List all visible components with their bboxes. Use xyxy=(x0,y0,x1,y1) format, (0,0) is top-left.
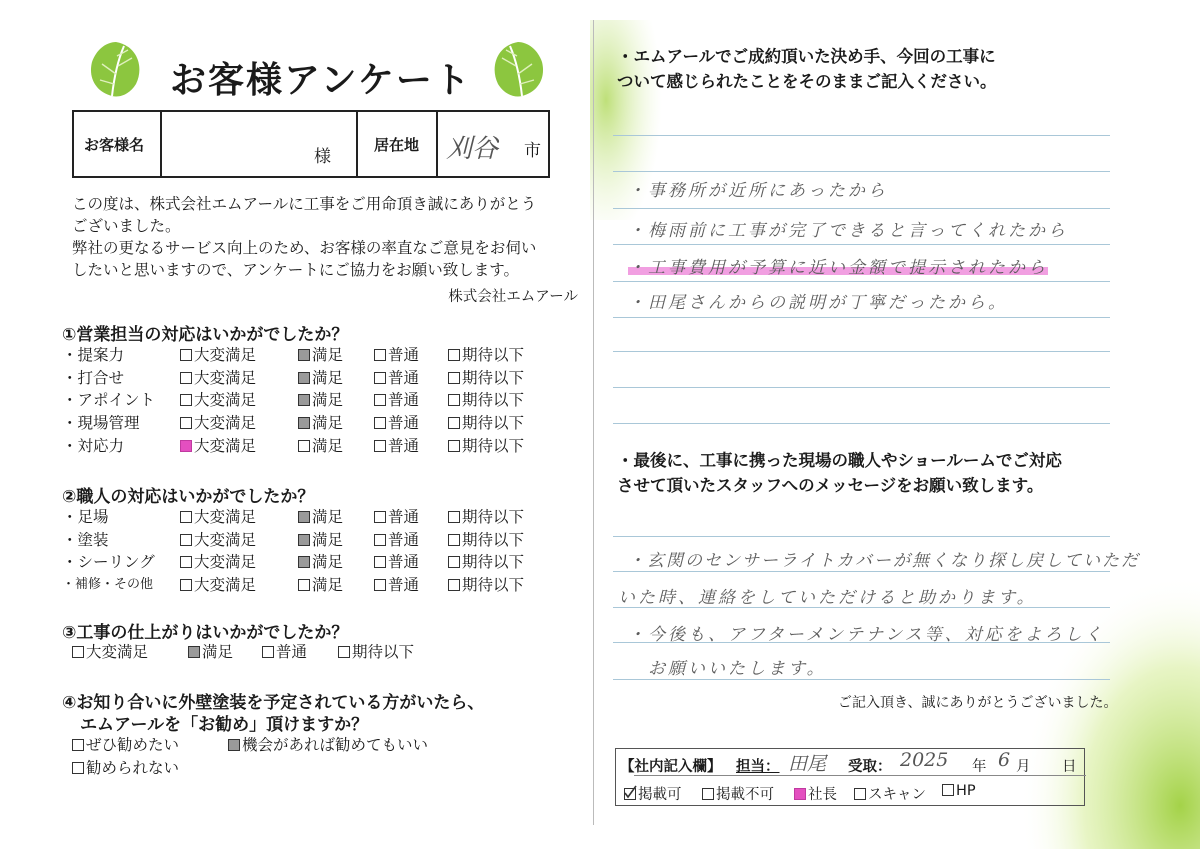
r1-answer-line: ・事務所が近所にあったから xyxy=(628,181,888,201)
checkbox[interactable] xyxy=(298,440,310,452)
rating-option[interactable] xyxy=(298,573,343,595)
checkbox[interactable] xyxy=(180,534,192,546)
rating-option-label: 大変満足 xyxy=(194,414,257,433)
rating-option-label: 普通 xyxy=(388,414,420,433)
ruled-line xyxy=(613,208,1110,209)
rating-row-label: ・シーリング xyxy=(62,553,155,572)
rating-row-label: ・足場 xyxy=(62,508,109,526)
day-unit: 日 xyxy=(1062,759,1077,775)
r2-heading: ・最後に、工事に携った現場の職人やショールームでご対応 させて頂いたスタッフへのメッセージをお願い致します。 xyxy=(617,451,1062,495)
checkbox[interactable] xyxy=(374,579,386,591)
r1-heading: ・エムアールでご成約頂いた決め手、今回の工事に ついて感じられたことをそのままご記入ください。 xyxy=(617,47,997,91)
checkbox[interactable] xyxy=(448,372,460,384)
ruled-line xyxy=(613,423,1110,424)
rating-option-label: 満足 xyxy=(312,436,344,455)
staff-label: 担当： xyxy=(736,759,780,775)
q4-option[interactable]: 機会があれば勧めてもいい xyxy=(228,733,428,755)
rating-option[interactable] xyxy=(448,550,524,572)
rating-option[interactable] xyxy=(298,388,343,410)
checkbox[interactable] xyxy=(448,417,460,429)
office-check-scan[interactable]: スキャン xyxy=(854,783,926,804)
address-label-cell xyxy=(358,112,438,176)
intro-text xyxy=(72,193,572,281)
r2-answer-line: ・玄関のセンサーライトカバーが無くなり探し戻していただ xyxy=(628,551,1140,571)
rating-option-label: 期待以下 xyxy=(462,508,525,526)
checkbox-ticked[interactable] xyxy=(624,788,636,800)
checkbox[interactable] xyxy=(448,511,460,523)
rating-option-label: 期待以下 xyxy=(462,553,525,572)
address-field[interactable] xyxy=(438,112,548,176)
checkbox[interactable] xyxy=(180,372,192,384)
checkbox-checked[interactable] xyxy=(188,646,200,658)
rating-option[interactable] xyxy=(298,366,343,388)
office-check-hp[interactable]: HP xyxy=(942,783,976,799)
customer-name-label: お客様名 xyxy=(84,136,145,154)
rating-option[interactable] xyxy=(298,411,343,433)
customer-info-table xyxy=(72,110,550,178)
checkbox[interactable] xyxy=(448,534,460,546)
rating-option[interactable] xyxy=(448,573,524,595)
ruled-line xyxy=(613,536,1110,537)
checkbox[interactable] xyxy=(448,440,460,452)
checkbox[interactable] xyxy=(374,440,386,452)
rating-row-label: ・現場管理 xyxy=(62,414,140,433)
rating-option-label: 期待以下 xyxy=(462,576,525,595)
rating-option-label: 普通 xyxy=(388,436,420,455)
r1-answer-line: ・工事費用が予算に近い金額で提示されたから xyxy=(628,258,1048,278)
rating-option[interactable] xyxy=(298,550,343,572)
checkbox-checked[interactable] xyxy=(180,440,192,452)
office-label: 【社内記入欄】 xyxy=(620,759,722,775)
checkbox[interactable] xyxy=(338,646,350,658)
rating-option[interactable] xyxy=(374,573,419,595)
rating-option[interactable] xyxy=(448,505,524,527)
rating-option-label: 普通 xyxy=(388,346,420,364)
q4-heading-line1: ④お知り合いに外壁塗装を予定されている方がいたら、 xyxy=(62,693,485,713)
checkbox[interactable] xyxy=(448,349,460,361)
checkbox[interactable] xyxy=(374,417,386,429)
rating-option[interactable] xyxy=(374,343,419,365)
rating-option-label: 普通 xyxy=(388,576,420,595)
rating-option[interactable] xyxy=(448,528,524,550)
checkbox[interactable] xyxy=(180,556,192,568)
office-use-box xyxy=(615,748,1085,806)
q3-option[interactable]: 大変満足 xyxy=(72,640,148,662)
month-unit: 月 xyxy=(1016,759,1031,775)
rating-option-label: 大変満足 xyxy=(194,576,257,595)
ruled-line xyxy=(613,135,1110,136)
ruled-line xyxy=(613,317,1110,318)
rating-option[interactable] xyxy=(448,388,524,410)
city-suffix: 市 xyxy=(524,141,541,161)
rating-option[interactable] xyxy=(180,550,256,572)
rating-option-label: 満足 xyxy=(312,346,344,364)
rating-option[interactable] xyxy=(180,505,256,527)
q2-heading: ②職人の対応はいかがでしたか？ xyxy=(62,487,315,507)
checkbox[interactable] xyxy=(180,579,192,591)
checkbox[interactable] xyxy=(374,556,386,568)
staff-value: 田尾 xyxy=(788,753,827,775)
rating-option[interactable] xyxy=(180,343,256,365)
rating-option[interactable] xyxy=(448,411,524,433)
rating-option-label: 満足 xyxy=(312,553,344,572)
intro-line: ございました。 xyxy=(72,217,181,235)
ruled-line xyxy=(613,244,1110,245)
tick-icon xyxy=(623,785,637,799)
checkbox[interactable] xyxy=(374,372,386,384)
rating-option-label: 普通 xyxy=(388,553,420,572)
rating-option[interactable] xyxy=(298,505,343,527)
rating-option-label: 大変満足 xyxy=(194,391,257,410)
checkbox[interactable] xyxy=(448,556,460,568)
rating-option[interactable] xyxy=(180,573,256,595)
rating-option[interactable] xyxy=(448,343,524,365)
address-label: 居在地 xyxy=(374,136,420,154)
checkbox[interactable] xyxy=(180,417,192,429)
rating-option-label: 満足 xyxy=(312,391,344,410)
rating-row-label: ・補修・その他 xyxy=(62,577,154,593)
rating-option-label: 期待以下 xyxy=(462,391,525,410)
honorific-sama: 様 xyxy=(314,147,331,167)
checkbox[interactable] xyxy=(448,579,460,591)
checkbox[interactable] xyxy=(942,784,954,796)
r2-answer-line: お願いいたします。 xyxy=(648,659,827,679)
rating-option-label: 満足 xyxy=(312,414,344,433)
rating-option[interactable] xyxy=(298,434,343,456)
q1-heading: ①営業担当の対応はいかがでしたか？ xyxy=(62,325,349,345)
r1-answer-line: ・田尾さんからの説明が丁寧だったから。 xyxy=(628,293,1008,313)
q3-heading: ③工事の仕上がりはいかがでしたか？ xyxy=(62,623,349,643)
office-check-publish-ok[interactable]: 掲載可 xyxy=(624,783,682,804)
rating-option-label: 普通 xyxy=(388,391,420,410)
checkbox[interactable] xyxy=(702,788,714,800)
rating-option-label: 期待以下 xyxy=(462,530,525,549)
checkbox[interactable] xyxy=(854,788,866,800)
rating-option[interactable] xyxy=(374,550,419,572)
q4-option[interactable]: ぜひ勧めたい xyxy=(72,733,179,755)
rating-option[interactable] xyxy=(298,343,343,365)
rating-row-label: ・塗装 xyxy=(62,530,109,549)
checkbox[interactable] xyxy=(262,646,274,658)
q4-option[interactable]: 勧められない xyxy=(72,756,179,778)
ruled-line xyxy=(613,679,1110,680)
checkbox-checked[interactable] xyxy=(298,349,310,361)
rating-option[interactable] xyxy=(180,434,256,456)
checkbox[interactable] xyxy=(72,646,84,658)
checkbox-checked[interactable] xyxy=(794,788,806,800)
rating-option-label: 満足 xyxy=(312,530,344,549)
intro-line: 弊社の更なるサービス向上のため、お客様の率直なご意見をお伺い xyxy=(72,239,537,257)
checkbox-checked[interactable] xyxy=(298,372,310,384)
checkbox[interactable] xyxy=(374,534,386,546)
rating-option-label: 普通 xyxy=(388,530,420,549)
r2-answer-line: ・今後も、アフターメンテナンス等、対応をよろしく xyxy=(628,625,1105,645)
received-month: 6 xyxy=(998,749,1011,771)
rating-option[interactable] xyxy=(448,434,524,456)
checkbox-checked[interactable] xyxy=(298,394,310,406)
ruled-line xyxy=(613,171,1110,172)
rating-option-label: 満足 xyxy=(312,368,344,387)
intro-line: この度は、株式会社エムアールに工事をご用命頂き誠にありがとう xyxy=(72,195,537,213)
q3-option[interactable]: 満足 xyxy=(188,640,233,662)
q3-option[interactable]: 普通 xyxy=(262,640,307,662)
rating-option-label: 大変満足 xyxy=(194,346,257,364)
checkbox[interactable] xyxy=(72,762,84,774)
checkbox[interactable] xyxy=(180,394,192,406)
column-divider xyxy=(593,20,594,825)
rating-option[interactable] xyxy=(374,388,419,410)
ruled-line xyxy=(613,281,1110,282)
rating-option-label: 期待以下 xyxy=(462,414,525,433)
r2-answer-line: いた時、連絡をしていただけると助かります。 xyxy=(618,588,1037,608)
rating-option-label: 満足 xyxy=(312,576,344,595)
checkbox[interactable] xyxy=(72,739,84,751)
rating-option-label: 普通 xyxy=(388,508,420,526)
ruled-line xyxy=(613,351,1110,352)
rating-option[interactable] xyxy=(180,366,256,388)
rating-option-label: 期待以下 xyxy=(462,368,525,387)
checkbox-checked[interactable] xyxy=(298,511,310,523)
rating-option-label: 大変満足 xyxy=(194,530,257,549)
rating-option[interactable] xyxy=(298,528,343,550)
ruled-line xyxy=(613,387,1110,388)
received-year: 2025 xyxy=(900,749,949,771)
office-check-publish-ng[interactable]: 掲載不可 xyxy=(702,783,774,804)
year-unit: 年 xyxy=(972,759,987,775)
thanks-message: ご記入頂き、誠にありがとうございました。 xyxy=(838,695,1118,711)
checkbox[interactable] xyxy=(448,394,460,406)
leaf-icon xyxy=(488,38,548,100)
office-underline xyxy=(634,775,1086,776)
rating-option-label: 満足 xyxy=(312,508,344,526)
rating-option-label: 普通 xyxy=(388,368,420,387)
rating-option[interactable] xyxy=(374,528,419,550)
checkbox-checked[interactable] xyxy=(228,739,240,751)
rating-option[interactable] xyxy=(374,366,419,388)
checkbox[interactable] xyxy=(298,579,310,591)
r1-answer-line: ・梅雨前に工事が完了できると言ってくれたから xyxy=(628,221,1068,241)
rating-option[interactable] xyxy=(374,411,419,433)
rating-option[interactable] xyxy=(180,388,256,410)
checkbox-checked[interactable] xyxy=(298,417,310,429)
rating-row-label: ・打合せ xyxy=(62,368,125,387)
intro-line: したいと思いますので、アンケートにご協力をお願い致します。 xyxy=(72,261,520,279)
rating-option[interactable] xyxy=(180,528,256,550)
rating-option[interactable] xyxy=(180,411,256,433)
address-value: 刈谷 xyxy=(446,134,499,164)
checkbox[interactable] xyxy=(374,511,386,523)
ruled-line xyxy=(613,571,1110,572)
received-label: 受取： xyxy=(848,759,892,775)
rating-row-label: ・アポイント xyxy=(62,391,156,410)
checkbox-checked[interactable] xyxy=(298,556,310,568)
checkbox-checked[interactable] xyxy=(298,534,310,546)
rating-option-label: 大変満足 xyxy=(194,508,257,526)
office-check-president[interactable]: 社長 xyxy=(794,783,837,804)
rating-option[interactable] xyxy=(374,505,419,527)
q3-option[interactable]: 期待以下 xyxy=(338,640,414,662)
rating-option-label: 大変満足 xyxy=(194,553,257,572)
rating-option-label: 大変満足 xyxy=(194,368,257,387)
rating-row-label: ・提案力 xyxy=(62,346,125,364)
rating-option-label: 期待以下 xyxy=(462,436,525,455)
checkbox[interactable] xyxy=(180,349,192,361)
rating-option-label: 期待以下 xyxy=(462,346,525,364)
rating-row-label: ・対応力 xyxy=(62,436,125,455)
page-title: お客様アンケート xyxy=(170,60,472,101)
checkbox[interactable] xyxy=(374,394,386,406)
customer-name-label-cell xyxy=(74,112,162,176)
checkbox[interactable] xyxy=(374,349,386,361)
checkbox[interactable] xyxy=(180,511,192,523)
customer-name-field[interactable] xyxy=(162,112,358,176)
rating-option[interactable] xyxy=(448,366,524,388)
rating-option-label: 大変満足 xyxy=(194,436,257,455)
company-name: 株式会社エムアール xyxy=(448,289,578,305)
q4-heading-line2: エムアールを「お勧め」頂けますか？ xyxy=(80,715,369,735)
leaf-icon xyxy=(86,38,146,100)
rating-option[interactable] xyxy=(374,434,419,456)
